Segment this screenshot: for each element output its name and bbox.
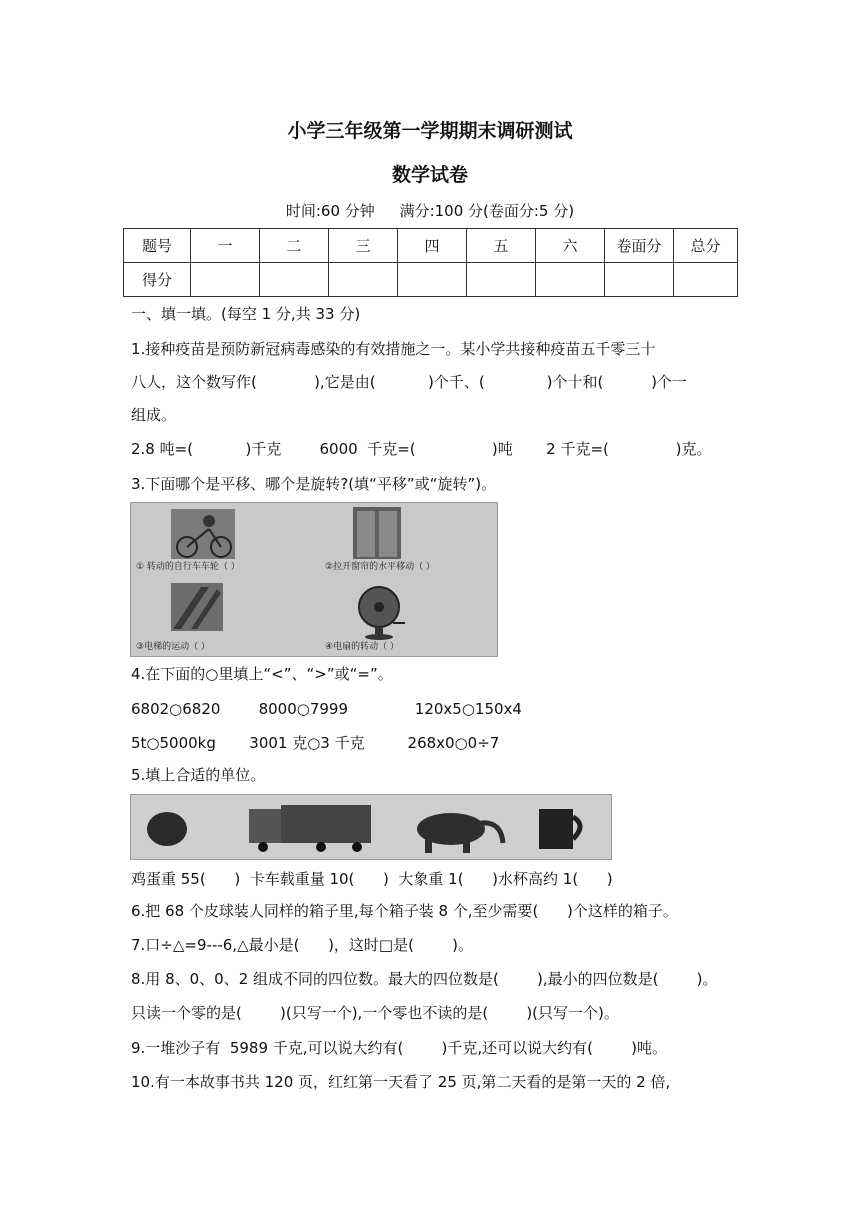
question-1-line-3: 组成。: [131, 406, 177, 424]
question-7: 7.口÷△=9---6,△最小是( )，这时□是( )。: [131, 936, 473, 954]
q3-caption-2: ②拉开窗帘的水平移动（ ）: [325, 562, 435, 572]
score-cell[interactable]: [191, 263, 260, 297]
question-5: 5.填上合适的单位。: [131, 766, 266, 784]
egg-picture: [147, 812, 187, 846]
question-3-illustration: [131, 503, 497, 656]
curtain-picture: [353, 507, 401, 559]
question-1-line-2: 八人，这个数写作( ),它是由( )个千、( )个十和( )个一: [131, 373, 687, 391]
question-5-line: 鸡蛋重 55( ) 卡车载重量 10( ) 大象重 1( )水杯高约 1( ): [131, 870, 613, 888]
score-header-cell: 总分: [674, 229, 738, 263]
exam-title: 小学三年级第一学期期末调研测试: [287, 120, 573, 142]
section1-heading: 一、填一填。(每空 1 分,共 33 分): [131, 305, 361, 323]
score-cell[interactable]: [467, 263, 536, 297]
score-cell[interactable]: [605, 263, 674, 297]
exam-time: 时间:60 分钟: [285, 202, 375, 220]
score-header-cell: 二: [260, 229, 329, 263]
score-header-cell: 一: [191, 229, 260, 263]
question-9: 9.一堆沙子有 5989 千克,可以说大约有( )千克,还可以说大约有( )吨。: [131, 1039, 668, 1057]
score-header-cell: 卷面分: [605, 229, 674, 263]
score-header-cell: 六: [536, 229, 605, 263]
score-table: [123, 228, 738, 297]
exam-full-score: 满分:100 分(卷面分:5 分): [399, 202, 575, 220]
question-8-line-1: 8.用 8、0、0、2 组成不同的四位数。最大的四位数是( ),最小的四位数是( )。: [131, 970, 718, 988]
question-3-image: [130, 502, 498, 657]
question-4: 4.在下面的○里填上“<”、“>”或“=”。: [131, 665, 393, 683]
q3-caption-1: ① 转动的自行车车轮（ ）: [136, 562, 240, 572]
question-5-image: [130, 794, 612, 860]
q3-caption-3: ③电梯的运动（ ）: [136, 642, 210, 652]
question-3: 3.下面哪个是平移、哪个是旋转?(填“平移”或“旋转”)。: [131, 475, 497, 493]
score-cell[interactable]: [674, 263, 738, 297]
score-cell[interactable]: [536, 263, 605, 297]
score-table-score-row: [124, 263, 738, 297]
score-header-cell: 三: [329, 229, 398, 263]
question-6: 6.把 68 个皮球装人同样的箱子里,每个箱子装 8 个,至少需要( )个这样的箱子。: [131, 902, 678, 920]
score-header-cell: 题号: [124, 229, 191, 263]
q3-caption-4: ④电扇的转动（ ）: [325, 642, 399, 652]
score-cell[interactable]: [398, 263, 467, 297]
question-4-line-2: 5t○5000kg 3001 克○3 千克 268x0○0÷7: [131, 734, 500, 752]
escalator-picture: [171, 583, 223, 631]
score-header-cell: 四: [398, 229, 467, 263]
question-5-illustration: [131, 795, 611, 859]
question-4-line-1: 6802○6820 8000○7999 120x5○150x4: [131, 700, 522, 718]
question-8-line-2: 只读一个零的是( )(只写一个),一个零也不读的是( )(只写一个)。: [131, 1004, 619, 1022]
exam-meta: [0, 200, 860, 221]
bicycle-picture: [171, 509, 235, 559]
score-cell[interactable]: [260, 263, 329, 297]
score-cell[interactable]: [329, 263, 398, 297]
exam-subtitle: 数学试卷: [391, 164, 468, 186]
question-10: 10.有一本故事书共 120 页，红红第一天看了 25 页,第二天看的是第一天的 2 倍,: [131, 1073, 671, 1091]
question-1-line-1: 1.接种疫苗是预防新冠病毒感染的有效措施之一。某小学共接种疫苗五千零三十: [131, 340, 656, 358]
score-header-cell: 五: [467, 229, 536, 263]
score-table-header-row: [124, 229, 738, 263]
question-2: 2.8 吨=( )千克 6000 千克=( )吨 2 千克=( )克。: [131, 440, 712, 458]
score-row-label: 得分: [124, 263, 191, 297]
